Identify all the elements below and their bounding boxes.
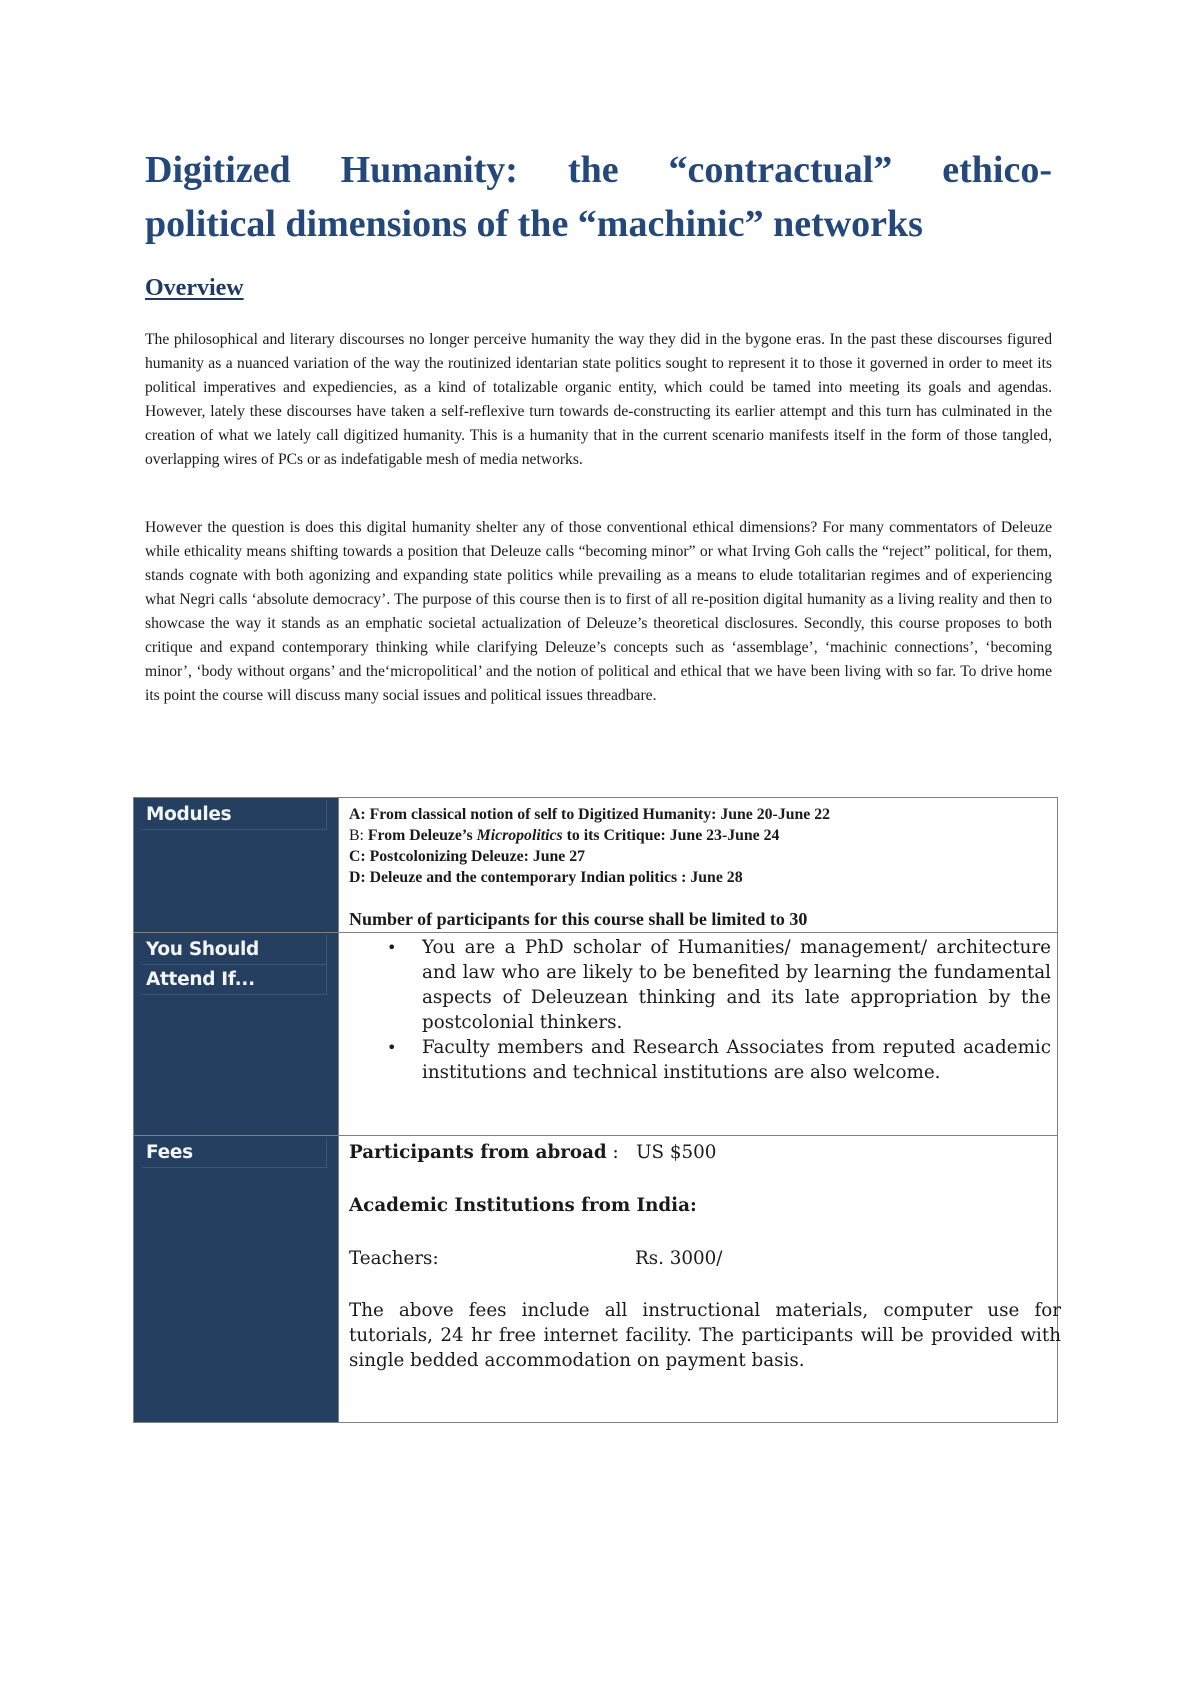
title-line-1: Digitized Humanity: the “contractual” ethico- — [145, 149, 1052, 191]
modules-content-cell — [338, 798, 1057, 932]
overview-paragraph-2: However the question is does this digital humanity shelter any of those conventional ethical dimensions? For many commentators of Deleuze while ethicality means shifting towards a position that Deleuze calls “becoming minor” or what Irving Goh calls the “reject” political, for them, stands cognate with both agonizing and expanding state politics while prevailing as a means to elude totalitarian regimes and of experiencing what Negri calls ‘absolute democracy’. The purpose of this course then is to first of all re-position digital humanity as a living reality and then to showcase the way it stands as an emphatic societal actualization of Deleuze’s theoretical disclosures. Secondly, this course proposes to both critique and expand contemporary thinking while clarifying Deleuze’s concepts such as ‘assemblage’, ‘machinic connections’, ‘becoming minor’, ‘body without organs’ and the‘micropolitical’ and the notion of political and ethical that we have been living with so far. To drive home its point the course will discuss many social issues and political issues threadbare. — [145, 519, 1052, 704]
attend-label-line-2: Attend If... — [142, 965, 326, 995]
fee-teachers-label: Teachers: — [349, 1248, 439, 1269]
table-row-modules — [134, 798, 1057, 932]
fee-abroad-separator: : — [606, 1142, 637, 1163]
module-b-prefix: B: — [349, 827, 368, 844]
row-label — [142, 935, 327, 995]
attend-content-cell — [338, 933, 1057, 1135]
fee-abroad — [349, 1140, 716, 1165]
fee-teachers-value: Rs. 3000/ — [635, 1248, 723, 1269]
module-b-italic: Micropolitics — [476, 827, 563, 844]
module-item-a: A: From classical notion of self to Digitized Humanity: June 20-June 22 — [349, 806, 831, 823]
fee-abroad-value: US $500 — [636, 1142, 717, 1163]
fee-india-heading: Academic Institutions from India: — [349, 1195, 697, 1216]
list-item — [339, 935, 1051, 1035]
row-label-cell — [134, 933, 338, 1135]
attend-label-line-1: You Should — [142, 935, 326, 965]
bullet-icon: • — [387, 1038, 397, 1057]
fee-abroad-label: Participants from abroad — [349, 1142, 607, 1163]
row-label — [142, 1138, 327, 1168]
row-label — [142, 800, 327, 830]
bullet-text: You are a PhD scholar of Humanities/ management/ architecture and law who are likely to be benefited by learning the fundamental aspects of Deleuzean thinking and its late appropriation by the postcolonial thinkers. — [422, 937, 1051, 1033]
overview-heading: Overview — [145, 275, 244, 301]
table-row-fees — [134, 1135, 1061, 1422]
overview-paragraph-1: The philosophical and literary discourses no longer perceive humanity the way they did in the bygone eras. In the past these discourses figured humanity as a nuanced variation of the way the routinized identarian state politics sought to represent it to those it governed in order to meet its political imperatives and expediencies, as a kind of totalizable organic entity, which could be tamed into meeting its goals and agendas. However, lately these discourses have taken a self-reflexive turn towards de-constructing its earlier attempt and this turn has culminated in the creation of what we lately call digitized humanity. This is a humanity that in the current scenario manifests itself in the form of those tangled, overlapping wires of PCs or as indefatigable mesh of media networks. — [145, 331, 1052, 468]
list-item — [339, 1035, 1051, 1085]
bullet-icon: • — [387, 938, 397, 957]
modules-label: Modules — [142, 800, 326, 830]
attend-bullet-list — [339, 935, 1051, 1085]
module-item-b — [349, 825, 830, 846]
module-item-d: D: Deleuze and the contemporary Indian politics : June 28 — [349, 869, 743, 886]
fee-teachers — [349, 1246, 749, 1271]
course-info-table — [133, 797, 1061, 1423]
bullet-text: Faculty members and Research Associates from reputed academic institutions and technical institutions are also welcome. — [422, 1037, 1051, 1083]
fee-note: The above fees include all instructional materials, computer use for tutorials, 24 hr free internet facility. The participants will be provided with single bedded accommodation on payment basis. — [349, 1300, 1061, 1371]
table-row-attend — [134, 932, 1057, 1135]
title-line-2: political dimensions of the “machinic” networks — [145, 203, 923, 245]
participant-limit-note: Number of participants for this course shall be limited to 30 — [349, 909, 808, 929]
module-b-text-1: From Deleuze’s — [367, 827, 477, 844]
module-item-c: C: Postcolonizing Deleuze: June 27 — [349, 848, 586, 865]
fees-content-cell — [338, 1136, 1061, 1422]
row-label-cell — [134, 1136, 338, 1422]
module-b-text-2: to its Critique: June 23-June 24 — [562, 827, 780, 844]
modules-list — [349, 804, 830, 888]
row-label-cell — [134, 798, 338, 932]
fees-label: Fees — [142, 1138, 326, 1168]
page-title — [145, 143, 1052, 251]
